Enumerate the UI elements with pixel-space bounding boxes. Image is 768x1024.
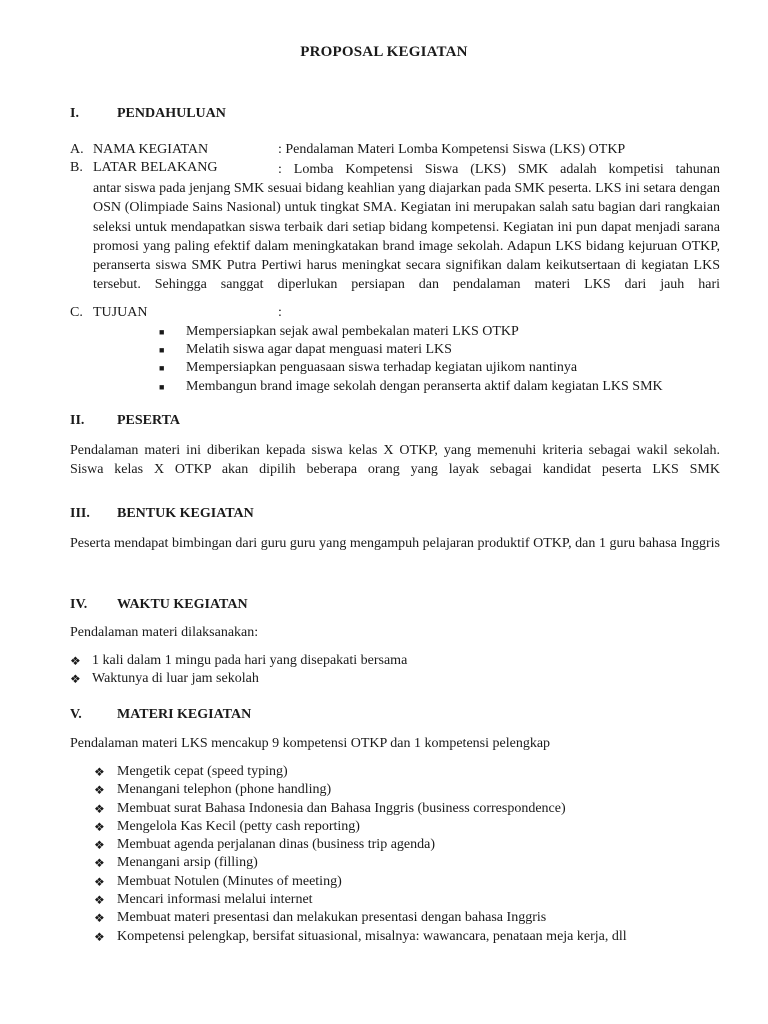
- list-item: [94, 781, 627, 799]
- list-item: [94, 873, 627, 891]
- section-title: WAKTU KEGIATAN: [117, 597, 248, 612]
- tujuan-row: [70, 305, 720, 323]
- square-bullet-icon: ■: [159, 345, 165, 356]
- list-item: [94, 800, 627, 818]
- diamond-bullet-icon: ❖: [94, 929, 105, 944]
- list-item: [159, 378, 663, 396]
- list-item-text: Mencari informasi melalui internet: [117, 892, 313, 908]
- nama-kegiatan-row: [70, 142, 720, 160]
- item-letter: B.: [70, 160, 83, 175]
- item-letter: A.: [70, 142, 84, 157]
- diamond-bullet-icon: ❖: [94, 819, 105, 834]
- list-item: [70, 652, 407, 670]
- list-item: [159, 341, 663, 359]
- list-item-text: Mempersiapkan penguasaan siswa terhadap kegiatan ujikom nantinya: [186, 360, 578, 376]
- section-number: IV.: [70, 597, 88, 612]
- item-colon: :: [278, 305, 282, 320]
- diamond-bullet-icon: ❖: [94, 874, 105, 889]
- diamond-bullet-icon: ❖: [94, 911, 105, 926]
- list-item-text: Kompetensi pelengkap, bersifat situasional, misalnya: wawancara, penataan meja kerja, dll: [117, 928, 627, 944]
- list-item-text: Mempersiapkan sejak awal pembekalan materi LKS OTKP: [186, 324, 519, 339]
- diamond-bullet-icon: ❖: [94, 893, 105, 908]
- square-bullet-icon: ■: [159, 381, 165, 392]
- list-item-text: Membangun brand image sekolah dengan peranserta aktif dalam kegiatan LKS SMK: [186, 378, 663, 394]
- waktu-list: [70, 652, 407, 689]
- section-heading-peserta: [70, 413, 180, 429]
- diamond-bullet-icon: ❖: [70, 672, 81, 687]
- item-label: LATAR BELAKANG: [93, 160, 218, 175]
- square-bullet-icon: ■: [159, 327, 165, 337]
- diamond-bullet-icon: ❖: [94, 783, 105, 798]
- section-number: V.: [70, 707, 82, 722]
- section-heading-materi-kegiatan: [70, 707, 251, 723]
- section-title: PESERTA: [117, 413, 181, 428]
- list-item-text: Melatih siswa agar dapat menguasi materi LKS: [186, 342, 452, 358]
- section-title: PENDAHULUAN: [117, 106, 226, 121]
- list-item: [94, 891, 627, 909]
- latar-belakang-first-line: : Lomba Kompetensi Siswa (LKS) SMK adalah kompetisi tahunan: [278, 162, 720, 177]
- list-item: [94, 928, 627, 946]
- list-item: [94, 763, 627, 781]
- section-heading-pendahuluan: [70, 106, 226, 122]
- section-number: I.: [70, 106, 79, 121]
- list-item-text: Membuat Notulen (Minutes of meeting): [117, 873, 342, 889]
- section-number: III.: [70, 506, 90, 521]
- diamond-bullet-icon: ❖: [70, 654, 81, 668]
- document-title: PROPOSAL KEGIATAN: [300, 44, 468, 60]
- list-item-text: Mengetik cepat (speed typing): [117, 764, 288, 779]
- section-title: BENTUK KEGIATAN: [117, 506, 254, 521]
- item-label: NAMA KEGIATAN: [93, 142, 209, 157]
- latar-belakang-paragraph: antar siswa pada jenjang SMK sesuai bidang keahlian yang diajarkan pada SMK peserta. LKS ini setara dengan OSN (Olimpiade Sains Nasional) untuk tingkat SMA. Kegiatan ini merupakan salah satu bagian dari rangkaian seleksi untuk mendapatkan siswa terbaik dari setiap bidang kompetensi. Kegiatan ini pun dapat menjadi sarana promosi yang paling efektif dalam meningkatakan brand image sekolah. Adapun LKS bidang kejuruan OTKP, peranserta siswa SMK Putra Pertiwi harus meningkat secara signifikan dalam keikutsertaan di kegiatan LKS tersebut. Sehingga sanggat diperlukan persiapan dan pendalaman materi LKS dari jauh hari: [93, 181, 720, 293]
- list-item-text: Membuat agenda perjalanan dinas (business trip agenda): [117, 837, 436, 853]
- section-heading-bentuk-kegiatan: [70, 506, 254, 522]
- peserta-paragraph: Pendalaman materi ini diberikan kepada siswa kelas X OTKP, yang memenuhi kriteria sebagai wakil sekolah. Siswa kelas X OTKP akan dipilih beberapa orang yang layak sebagai kandidat peserta LKS SMK: [70, 443, 720, 478]
- list-item: [94, 909, 627, 927]
- diamond-bullet-icon: ❖: [94, 801, 105, 816]
- list-item: [70, 670, 407, 688]
- tujuan-list: [159, 323, 663, 396]
- list-item-text: Waktunya di luar jam sekolah: [92, 671, 259, 687]
- list-item-text: Membuat materi presentasi dan melakukan presentasi dengan bahasa Inggris: [117, 910, 547, 926]
- list-item: [94, 818, 627, 836]
- section-title: MATERI KEGIATAN: [117, 707, 252, 722]
- diamond-bullet-icon: ❖: [94, 765, 105, 779]
- list-item: [94, 836, 627, 854]
- list-item-text: 1 kali dalam 1 mingu pada hari yang disepakati bersama: [92, 653, 408, 668]
- section-heading-waktu-kegiatan: [70, 597, 248, 613]
- list-item-text: Menangani telephon (phone handling): [117, 782, 332, 798]
- item-value: : Pendalaman Materi Lomba Kompetensi Siswa (LKS) OTKP: [278, 142, 626, 157]
- materi-list: [94, 763, 627, 946]
- diamond-bullet-icon: ❖: [94, 838, 105, 853]
- item-letter: C.: [70, 305, 83, 320]
- section-number: II.: [70, 413, 85, 428]
- list-item-text: Menangani arsip (filling): [117, 855, 258, 871]
- list-item: [159, 359, 663, 377]
- list-item: [94, 854, 627, 872]
- waktu-intro: Pendalaman materi dilaksanakan:: [70, 625, 259, 640]
- list-item-text: Mengelola Kas Kecil (petty cash reporting): [117, 818, 360, 834]
- square-bullet-icon: ■: [159, 363, 165, 374]
- list-item-text: Membuat surat Bahasa Indonesia dan Bahasa Inggris (business correspondence): [117, 800, 566, 816]
- diamond-bullet-icon: ❖: [94, 856, 105, 871]
- list-item: [159, 323, 663, 341]
- item-label: TUJUAN: [93, 305, 148, 320]
- materi-intro: Pendalaman materi LKS mencakup 9 kompetensi OTKP dan 1 kompetensi pelengkap: [70, 736, 551, 751]
- bentuk-kegiatan-paragraph: Peserta mendapat bimbingan dari guru guru yang mengampuh pelajaran produktif OTKP, dan 1 guru bahasa Inggris: [70, 536, 720, 551]
